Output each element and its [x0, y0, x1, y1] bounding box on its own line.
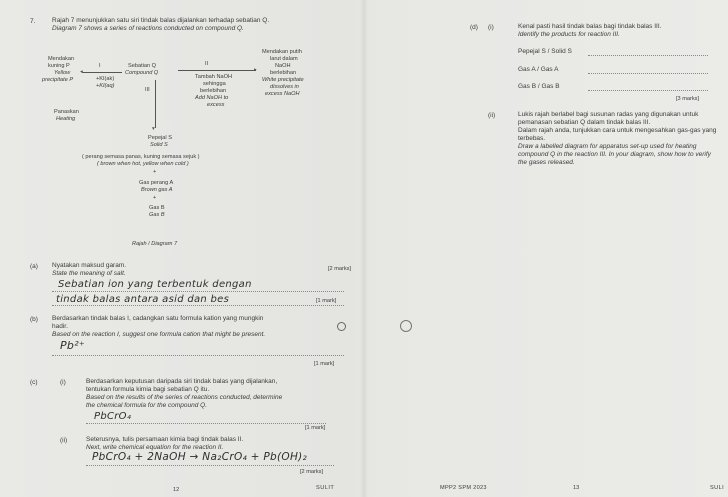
qa-answer-1: Sebatian ion yang terbentuk dengan — [58, 279, 252, 290]
qc-sub1-ms-1: Berdasarkan keputusan daripada siri tindak balas yang dijalankan, — [86, 378, 278, 385]
arrow-i-label: I — [99, 63, 101, 69]
qc-sub1-en-1: Based on the results of the series of reactions conducted, determine — [86, 394, 283, 401]
gas-b-ms: Gas B — [149, 205, 165, 211]
intro-en: Diagram 7 shows a series of reactions conducted on compound Q. — [52, 25, 244, 32]
plus-2: + — [153, 195, 157, 201]
qd-sub2-ms-2: pemanasan sebatian Q dalam tindak balas III. — [518, 119, 651, 126]
qc-sub2-en: Next, write chemical equation for the reaction II. — [86, 444, 224, 451]
arrow-ii-label: II — [205, 61, 209, 67]
naoh-ms-1: Tambah NaOH — [195, 74, 232, 80]
arrowhead-left-icon: ◂ — [80, 69, 83, 75]
answer-line — [52, 291, 344, 292]
naoh-en-2: excess — [207, 102, 225, 108]
footer-page-right: 13 — [573, 485, 580, 491]
diagram-caption: Rajah / Diagram 7 — [132, 241, 178, 247]
solid-desc-ms: ( perang semasa panas, kuning semasa sejuk ) — [82, 154, 200, 160]
qd-sub1-ms: Kenal pasti hasil tindak balas bagi tindak balas III. — [518, 23, 662, 30]
footer-page-left: 12 — [173, 487, 180, 493]
arrowhead-right-icon: ▸ — [254, 67, 257, 73]
solid-desc-en: ( brown when hot, yellow when cold ) — [97, 161, 189, 167]
qc-sub1-en-2: the chemical formula for the compound Q. — [86, 402, 208, 409]
precip-left-3: Yellow — [54, 70, 71, 76]
answer-line — [588, 55, 708, 56]
white-ms-2: larut dalam — [270, 56, 298, 62]
precip-left-1: Mendakan — [48, 56, 75, 62]
circle-icon — [337, 322, 346, 331]
arrow-iii-label: III — [145, 87, 150, 93]
arrow-down — [155, 80, 156, 128]
heat-ms: Panaskan — [54, 109, 79, 115]
precip-left-4: precipitate P — [42, 77, 74, 83]
gas-a-ms: Gas perang A — [139, 180, 174, 186]
qc-sub2-answer: PbCrO₄ + 2NaOH → Na₂CrO₄ + Pb(OH)₂ — [92, 451, 308, 463]
answer-line — [588, 73, 708, 74]
arrow-i-ki-aq: +KI(aq) — [96, 83, 115, 89]
footer-exam: MPP2 SPM 2023 — [440, 485, 487, 491]
qc-label: (c) — [30, 379, 38, 386]
answer-line — [86, 465, 334, 466]
qb-answer: Pb²⁺ — [60, 339, 86, 352]
footer-sulit-left: SULIT — [316, 485, 335, 491]
qa-marks-right: [2 marks] — [328, 266, 352, 272]
gas-b-en: Gas B — [149, 212, 165, 218]
qd-row-solid-s: Pepejal S / Solid S — [518, 48, 572, 55]
solid-s-ms: Pepejal S — [148, 135, 172, 141]
gas-a-en: Brown gas A — [141, 187, 173, 193]
qd-sub2-en-3: the gases released. — [518, 159, 575, 166]
page-fold — [360, 0, 368, 497]
qc-sub2-ms: Seterusnya, tulis persamaan kimia bagi tindak balas II. — [86, 436, 244, 443]
white-ms-3: NaOH — [275, 63, 291, 69]
qd-sub1-en: Identify the products for reaction III. — [518, 31, 620, 38]
white-en-3: excess NaOH — [265, 91, 300, 97]
qa-label: (a) — [30, 263, 38, 270]
answer-line — [86, 423, 326, 424]
naoh-en-1: Add NaOH to — [195, 95, 229, 101]
qd-sub2-ms-1: Lukis rajah berlabel bagi susunan radas yang digunakan untuk — [518, 111, 699, 118]
solid-s-en: Solid S — [150, 142, 168, 148]
qd-label: (d) — [470, 24, 478, 31]
qa-text-ms: Nyatakan maksud garam. — [52, 262, 127, 269]
qd-sub2-en-1: Draw a labelled diagram for apparatus set-up used for heating — [518, 143, 697, 150]
answer-line — [588, 90, 708, 91]
qb-marks: [1 mark] — [314, 361, 335, 367]
intro-ms: Rajah 7 menunjukkan satu siri tindak balas dijalankan terhadap sebatian Q. — [52, 17, 270, 24]
qd-sub2-ms-3: Dalam rajah anda, tunjukkan cara untuk mengesahkan gas-gas yang — [518, 127, 717, 134]
qa-answer-2: tindak balas antara asid dan bes — [56, 294, 230, 305]
qc-sub2-marks: [2 marks] — [300, 469, 324, 475]
white-ms-4: berlebihan — [270, 70, 297, 76]
white-en-1: White precipitate — [262, 77, 304, 83]
qc-sub1-ms-2: tentukan formula kimia bagi sebatian Q itu. — [86, 386, 210, 393]
compound-q-en: Compound Q — [125, 70, 159, 76]
qb-text-ms-2: hadir. — [52, 323, 68, 330]
qc-sub1-label: (i) — [60, 379, 66, 386]
qd-sub1-label: (i) — [488, 24, 494, 31]
qd-row-gas-a: Gas A / Gas A — [518, 66, 559, 73]
white-ms-1: Mendakan putih — [262, 49, 302, 55]
qd-sub2-en-2: compound Q in the reaction III. In your diagram, show how to verify — [518, 151, 711, 158]
qc-sub1-marks: [1 mark] — [305, 425, 326, 431]
qb-text-en: Based on the reaction I, suggest one formula cation that might be present. — [52, 331, 266, 338]
qc-sub1-answer: PbCrO₄ — [94, 411, 132, 422]
compound-q-ms: Sebatian Q — [128, 63, 156, 69]
naoh-ms-3: berlebihan — [200, 88, 227, 94]
qa-text-en: State the meaning of salt. — [52, 270, 126, 277]
circle-icon — [400, 320, 412, 332]
answer-line — [52, 355, 344, 356]
qc-sub2-label: (ii) — [60, 437, 68, 444]
arrow-right — [178, 70, 256, 71]
answer-line — [52, 305, 344, 306]
naoh-ms-2: sehingga — [203, 81, 226, 87]
footer-sulit-right: SULI — [710, 485, 725, 491]
qd-sub2-label: (ii) — [488, 112, 496, 119]
qd-row-gas-b: Gas B / Gas B — [518, 83, 560, 90]
qa-marks: [1 mark] — [316, 298, 337, 304]
arrowhead-down-icon: ▾ — [152, 126, 155, 132]
arrow-i-ki-ak: +KI(ak) — [96, 76, 115, 82]
heat-en: Heating — [56, 116, 76, 122]
precip-left-2: kuning P — [48, 63, 70, 69]
qd-sub2-ms-4: terbebas. — [518, 135, 546, 142]
question-number: 7. — [30, 18, 36, 25]
plus-1: + — [153, 169, 157, 175]
qd-sub1-marks: [3 marks] — [676, 96, 700, 102]
arrow-left — [82, 72, 122, 73]
qb-label: (b) — [30, 316, 38, 323]
qb-text-ms-1: Berdasarkan tindak balas I, cadangkan satu formula kation yang mungkin — [52, 315, 264, 322]
white-en-2: dissolves in — [270, 84, 299, 90]
